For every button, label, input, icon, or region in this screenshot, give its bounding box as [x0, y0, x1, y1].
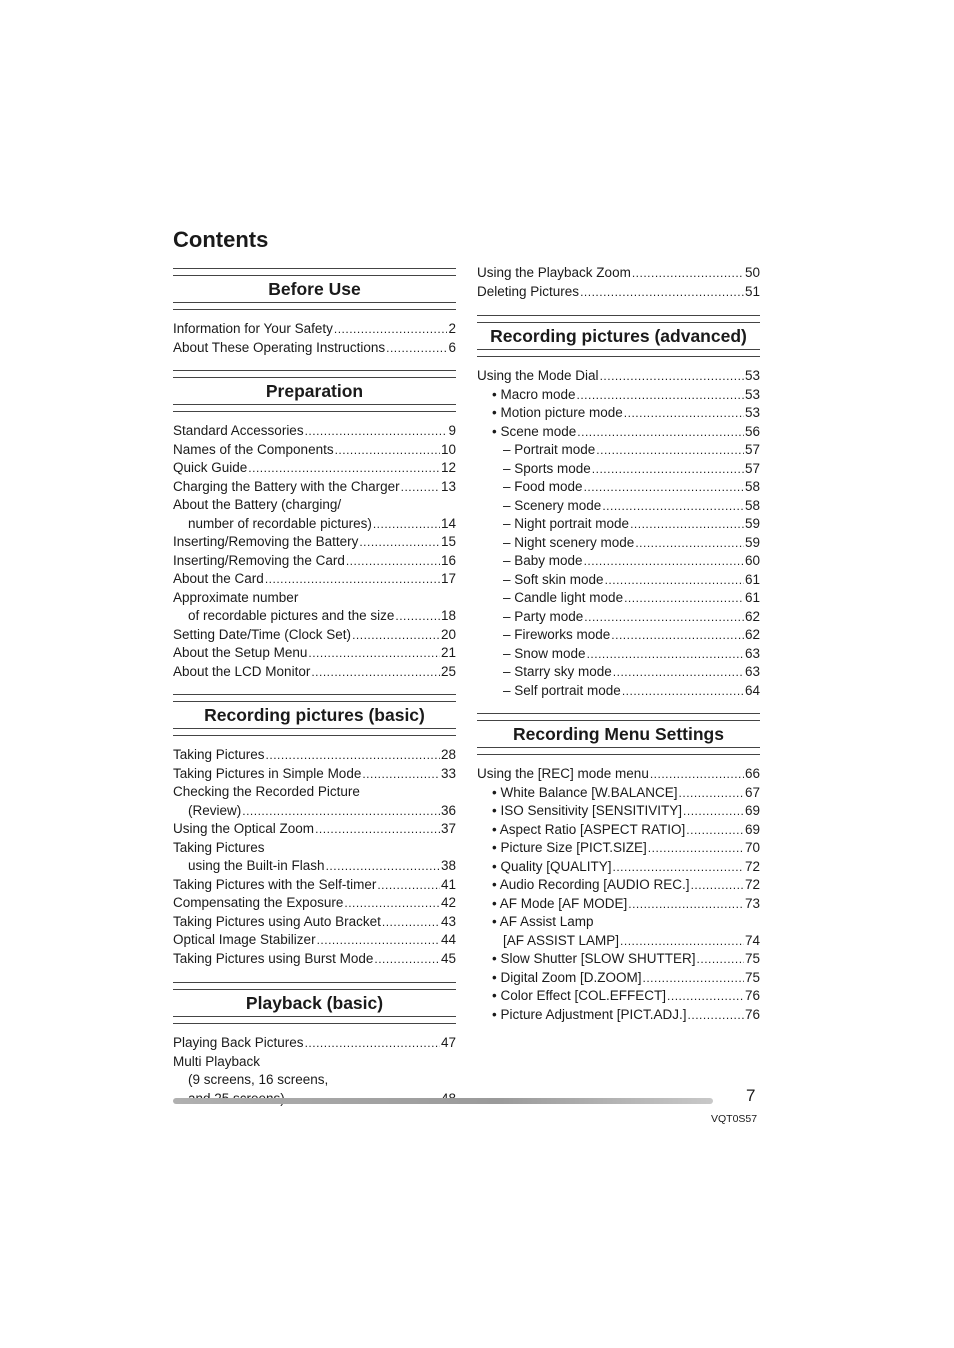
- toc-entry[interactable]: [477, 441, 760, 460]
- toc-entry[interactable]: [477, 283, 760, 302]
- header-rule: [477, 713, 760, 721]
- toc-entry-label: Taking Pictures: [173, 747, 265, 762]
- toc-entry-page: 75: [744, 969, 760, 985]
- toc-entry-label: • Audio Recording [AUDIO REC.]: [492, 877, 690, 892]
- toc-entry[interactable]: [173, 626, 456, 645]
- toc-entry-page: 25: [440, 663, 456, 679]
- toc-entry-page: 10: [440, 441, 456, 457]
- toc-entry-label: – Night portrait mode: [503, 516, 630, 531]
- toc-entry[interactable]: [477, 515, 760, 534]
- toc-entry-label: – Portrait mode: [503, 442, 596, 457]
- toc-entry-label: About the Setup Menu: [173, 645, 308, 660]
- toc-entry-page: 67: [744, 784, 760, 800]
- header-rule: [173, 982, 456, 990]
- toc-entry-label: Optical Image Stabilizer: [173, 932, 316, 947]
- toc-entry-label: • Macro mode: [492, 386, 576, 402]
- header-rule: [173, 370, 456, 378]
- toc-entry-label: – Starry sky mode: [503, 664, 612, 679]
- toc-entry-page: 63: [744, 664, 760, 679]
- toc-entry-label: [AF ASSIST LAMP]: [503, 932, 620, 948]
- toc-entry-label: Checking the Recorded Picture: [173, 784, 360, 799]
- toc-entry-page: 13: [440, 478, 456, 494]
- toc-entry-label: Compensating the Exposure: [173, 895, 344, 910]
- toc-entry-page: 75: [744, 951, 760, 966]
- toc-entry[interactable]: [173, 857, 456, 876]
- toc-entry-line: [173, 783, 456, 802]
- section-heading: Recording Menu Settings: [513, 724, 724, 744]
- toc-entry[interactable]: [173, 459, 456, 478]
- toc-entry-label: – Sports mode: [503, 460, 591, 476]
- toc-entry[interactable]: [173, 950, 456, 969]
- toc-entry-label: Taking Pictures using Burst Mode: [173, 950, 374, 966]
- section-heading: Recording pictures (basic): [204, 705, 425, 725]
- toc-entry-page: 38: [440, 858, 456, 873]
- toc-entry-line: [477, 913, 760, 932]
- toc-entry[interactable]: [477, 460, 760, 479]
- toc-entry-label: Taking Pictures: [173, 839, 265, 855]
- toc-entry[interactable]: [173, 607, 456, 626]
- toc-entry-label: Quick Guide: [173, 460, 248, 475]
- toc-entry[interactable]: [477, 386, 760, 405]
- toc-entry[interactable]: [173, 441, 456, 460]
- section-heading: Preparation: [265, 381, 364, 401]
- toc-entry[interactable]: [173, 478, 456, 497]
- toc-list-playback-basic: [173, 1034, 456, 1108]
- toc-entry-label: – Scenery mode: [503, 497, 602, 513]
- toc-entry-page: 41: [440, 876, 456, 892]
- toc-entry[interactable]: [477, 839, 760, 858]
- toc-entry-label: Taking Pictures with the Self-timer: [173, 876, 377, 892]
- page-title: Contents: [173, 227, 269, 252]
- toc-entry-page: 53: [744, 386, 760, 402]
- toc-entry[interactable]: [477, 802, 760, 821]
- toc-entry-page: 50: [744, 265, 760, 280]
- toc-entry-line: [173, 589, 456, 608]
- toc-entry-label: Standard Accessories: [173, 423, 304, 438]
- toc-left-column: [173, 268, 456, 1108]
- toc-entry[interactable]: [173, 552, 456, 571]
- toc-entry-page: 47: [440, 1035, 456, 1050]
- toc-entry-page: 36: [440, 802, 456, 818]
- header-rule: [477, 349, 760, 357]
- toc-entry[interactable]: [477, 950, 760, 969]
- page-number: 7: [746, 1086, 756, 1105]
- toc-entry-label: Taking Pictures in Simple Mode: [173, 765, 362, 781]
- toc-entry[interactable]: [477, 264, 760, 283]
- toc-entry-label: Using the Optical Zoom: [173, 821, 315, 836]
- toc-entry-page: 58: [744, 497, 760, 513]
- toc-entry[interactable]: [173, 339, 456, 358]
- toc-entry-page: 20: [440, 626, 456, 642]
- toc-entry-label: Using the Mode Dial: [477, 368, 599, 383]
- toc-entry-label: – Baby mode: [503, 553, 583, 568]
- toc-entry-page: 2: [448, 321, 456, 336]
- toc-entry-page: 57: [744, 460, 760, 476]
- toc-entry[interactable]: [173, 533, 456, 552]
- section-heading: Playback (basic): [245, 993, 384, 1013]
- section-header-playback-basic: [173, 982, 456, 1024]
- toc-entry-label: Deleting Pictures: [477, 283, 580, 299]
- toc-entry-label: using the Built-in Flash: [188, 858, 325, 873]
- toc-entry-page: 58: [744, 479, 760, 494]
- toc-entry-page: 62: [744, 608, 760, 624]
- toc-entry-label: About the Card: [173, 571, 264, 586]
- toc-entry-page: 63: [744, 645, 760, 661]
- toc-entry[interactable]: [477, 571, 760, 590]
- toc-entry-label: • Digital Zoom [D.ZOOM]: [492, 969, 642, 985]
- toc-entry[interactable]: [477, 497, 760, 516]
- toc-entry-label: Using the [REC] mode menu: [477, 766, 649, 781]
- toc-entry[interactable]: [477, 645, 760, 664]
- toc-entry[interactable]: [477, 821, 760, 840]
- toc-entry[interactable]: [477, 765, 760, 784]
- toc-entry-label: – Fireworks mode: [503, 627, 611, 642]
- toc-entry-label: (9 screens, 16 screens,: [188, 1072, 329, 1087]
- header-rule: [173, 694, 456, 702]
- toc-entry[interactable]: [477, 589, 760, 608]
- section-header-before-use: [173, 268, 456, 310]
- toc-entry-page: 73: [744, 895, 760, 911]
- footer-bar: [173, 1098, 713, 1104]
- toc-entry-label: • AF Assist Lamp: [492, 914, 594, 929]
- toc-entry[interactable]: [477, 552, 760, 571]
- toc-entry-label: – Food mode: [503, 479, 583, 494]
- toc-entry-page: 53: [744, 405, 760, 420]
- header-rule: [477, 315, 760, 323]
- toc-entry-page: 18: [440, 608, 456, 623]
- toc-entry[interactable]: [173, 644, 456, 663]
- toc-entry-label: Information for Your Safety: [173, 321, 333, 336]
- toc-entry-line: [173, 839, 456, 858]
- toc-entry[interactable]: [477, 682, 760, 701]
- toc-entry-line: [173, 1053, 456, 1072]
- toc-entry-page: 69: [744, 821, 760, 837]
- header-rule: [477, 747, 760, 755]
- toc-entry-label: – Night scenery mode: [503, 534, 635, 550]
- section-header-recording-basic: [173, 694, 456, 736]
- toc-entry[interactable]: [477, 932, 760, 951]
- toc-entry[interactable]: [477, 969, 760, 988]
- toc-entry-page: 9: [448, 423, 456, 438]
- toc-entry-label: (Review): [188, 802, 242, 818]
- toc-entry-page: 74: [744, 932, 760, 948]
- toc-entry[interactable]: [173, 913, 456, 932]
- toc-entry-label: number of recordable pictures): [188, 515, 372, 531]
- toc-entry[interactable]: [173, 320, 456, 339]
- toc-entry[interactable]: [477, 876, 760, 895]
- toc-entry-label: • Motion picture mode: [492, 405, 623, 420]
- header-rule: [173, 728, 456, 736]
- toc-entry-label: About the LCD Monitor: [173, 663, 311, 679]
- toc-entry[interactable]: [173, 820, 456, 839]
- toc-entry[interactable]: [173, 422, 456, 441]
- toc-entry-page: 76: [744, 1006, 760, 1022]
- toc-list-recording-basic: [173, 746, 456, 968]
- toc-entry[interactable]: [477, 858, 760, 877]
- toc-entry[interactable]: [477, 367, 760, 386]
- toc-entry-page: 60: [744, 553, 760, 568]
- toc-list-recording-menu: [477, 765, 760, 1024]
- toc-entry-page: 64: [744, 682, 760, 698]
- toc-entry-page: 69: [744, 803, 760, 818]
- toc-entry[interactable]: [173, 1034, 456, 1053]
- toc-entry-page: 59: [744, 534, 760, 550]
- toc-entry[interactable]: [173, 802, 456, 821]
- toc-entry-label: • Scene mode: [492, 423, 577, 439]
- toc-entry[interactable]: [477, 784, 760, 803]
- toc-entry-label: • Slow Shutter [SLOW SHUTTER]: [492, 951, 696, 966]
- toc-entry-label: Inserting/Removing the Card: [173, 552, 345, 568]
- toc-entry[interactable]: [477, 663, 760, 682]
- toc-list-playback-continued: [477, 264, 760, 301]
- toc-entry[interactable]: [477, 534, 760, 553]
- toc-entry-label: • Color Effect [COL.EFFECT]: [492, 988, 667, 1003]
- toc-entry-page: 70: [744, 840, 760, 855]
- toc-entry[interactable]: [477, 608, 760, 627]
- toc-entry-label: Using the Playback Zoom: [477, 265, 631, 280]
- toc-entry-page: 76: [744, 988, 760, 1003]
- toc-entry[interactable]: [173, 876, 456, 895]
- toc-entry-page: 57: [744, 442, 760, 457]
- toc-entry-label: • Quality [QUALITY]: [492, 858, 612, 874]
- toc-entry-label: Charging the Battery with the Charger: [173, 478, 400, 494]
- toc-entry-page: 56: [744, 423, 760, 439]
- toc-entry-page: 66: [744, 766, 760, 781]
- toc-entry-label: • Picture Adjustment [PICT.ADJ.]: [492, 1006, 687, 1022]
- toc-entry-page: 17: [440, 571, 456, 586]
- toc-entry-page: 16: [440, 552, 456, 568]
- toc-entry-label: Setting Date/Time (Clock Set): [173, 626, 352, 642]
- toc-entry[interactable]: [477, 1006, 760, 1025]
- toc-entry-label: of recordable pictures and the size: [188, 608, 395, 623]
- header-rule: [173, 404, 456, 412]
- toc-entry-page: 44: [440, 932, 456, 947]
- toc-entry-page: 6: [448, 339, 456, 355]
- toc-entry-page: 45: [440, 950, 456, 966]
- header-rule: [173, 268, 456, 276]
- header-rule: [173, 302, 456, 310]
- toc-entry-label: Approximate number: [173, 589, 299, 605]
- toc-entry[interactable]: [173, 894, 456, 913]
- toc-entry-line: [173, 496, 456, 515]
- toc-entry-page: 37: [440, 821, 456, 836]
- toc-entry-page: 42: [440, 895, 456, 910]
- toc-entry[interactable]: [477, 987, 760, 1006]
- toc-entry-label: Names of the Components: [173, 441, 334, 457]
- toc-list-preparation: [173, 422, 456, 681]
- toc-entry-label: – Party mode: [503, 608, 584, 624]
- toc-entry-label: Multi Playback: [173, 1053, 261, 1069]
- toc-entry-page: 43: [440, 913, 456, 929]
- toc-entry[interactable]: [477, 478, 760, 497]
- section-header-preparation: [173, 370, 456, 412]
- toc-entry-page: 14: [440, 515, 456, 531]
- section-heading: Before Use: [268, 279, 361, 299]
- toc-entry[interactable]: [173, 746, 456, 765]
- toc-entry[interactable]: [173, 765, 456, 784]
- toc-entry[interactable]: [477, 626, 760, 645]
- toc-entry-line: [173, 1071, 456, 1090]
- section-heading: Recording pictures (advanced): [490, 326, 747, 346]
- toc-entry-page: 28: [440, 747, 456, 762]
- toc-entry-label: – Candle light mode: [503, 590, 624, 605]
- toc-entry-page: 12: [440, 460, 456, 475]
- toc-right-column: [477, 264, 760, 1024]
- toc-entry-label: • Aspect Ratio [ASPECT RATIO]: [492, 821, 686, 837]
- toc-entry-label: – Self portrait mode: [503, 682, 621, 698]
- toc-entry[interactable]: [173, 570, 456, 589]
- toc-entry-label: Inserting/Removing the Battery: [173, 534, 359, 549]
- toc-entry-page: 51: [744, 283, 760, 299]
- toc-entry-page: 21: [440, 645, 456, 660]
- toc-entry[interactable]: [173, 931, 456, 950]
- section-header-recording-advanced: [477, 315, 760, 357]
- header-rule: [173, 1016, 456, 1024]
- toc-entry-page: 59: [744, 516, 760, 531]
- toc-entry[interactable]: [477, 423, 760, 442]
- toc-entry-label: About the Battery (charging/: [173, 497, 342, 512]
- toc-entry-label: – Snow mode: [503, 645, 586, 661]
- toc-entry-page: 62: [744, 627, 760, 642]
- toc-entry-page: 72: [744, 877, 760, 892]
- toc-entry-page: 33: [440, 765, 456, 781]
- toc-entry-label: • White Balance [W.BALANCE]: [492, 784, 678, 800]
- toc-entry-label: • AF Mode [AF MODE]: [492, 895, 628, 911]
- toc-entry-page: 72: [744, 858, 760, 874]
- document-code: VQT0S57: [711, 1113, 758, 1125]
- toc-entry-label: Taking Pictures using Auto Bracket: [173, 913, 381, 929]
- section-header-recording-menu: [477, 713, 760, 755]
- toc-entry[interactable]: [173, 663, 456, 682]
- toc-list-before-use: [173, 320, 456, 357]
- toc-entry-label: – Soft skin mode: [503, 571, 604, 587]
- toc-entry[interactable]: [477, 895, 760, 914]
- toc-entry-label: About These Operating Instructions: [173, 339, 386, 355]
- toc-entry-page: 61: [744, 590, 760, 605]
- toc-entry-page: 53: [744, 368, 760, 383]
- toc-entry-page: 61: [744, 571, 760, 587]
- toc-entry-page: 15: [440, 534, 456, 549]
- toc-entry[interactable]: [173, 515, 456, 534]
- toc-entry[interactable]: [477, 404, 760, 423]
- toc-entry-label: • ISO Sensitivity [SENSITIVITY]: [492, 803, 683, 818]
- toc-entry-label: Playing Back Pictures: [173, 1035, 304, 1050]
- toc-list-recording-advanced: [477, 367, 760, 700]
- toc-entry-label: • Picture Size [PICT.SIZE]: [492, 840, 647, 855]
